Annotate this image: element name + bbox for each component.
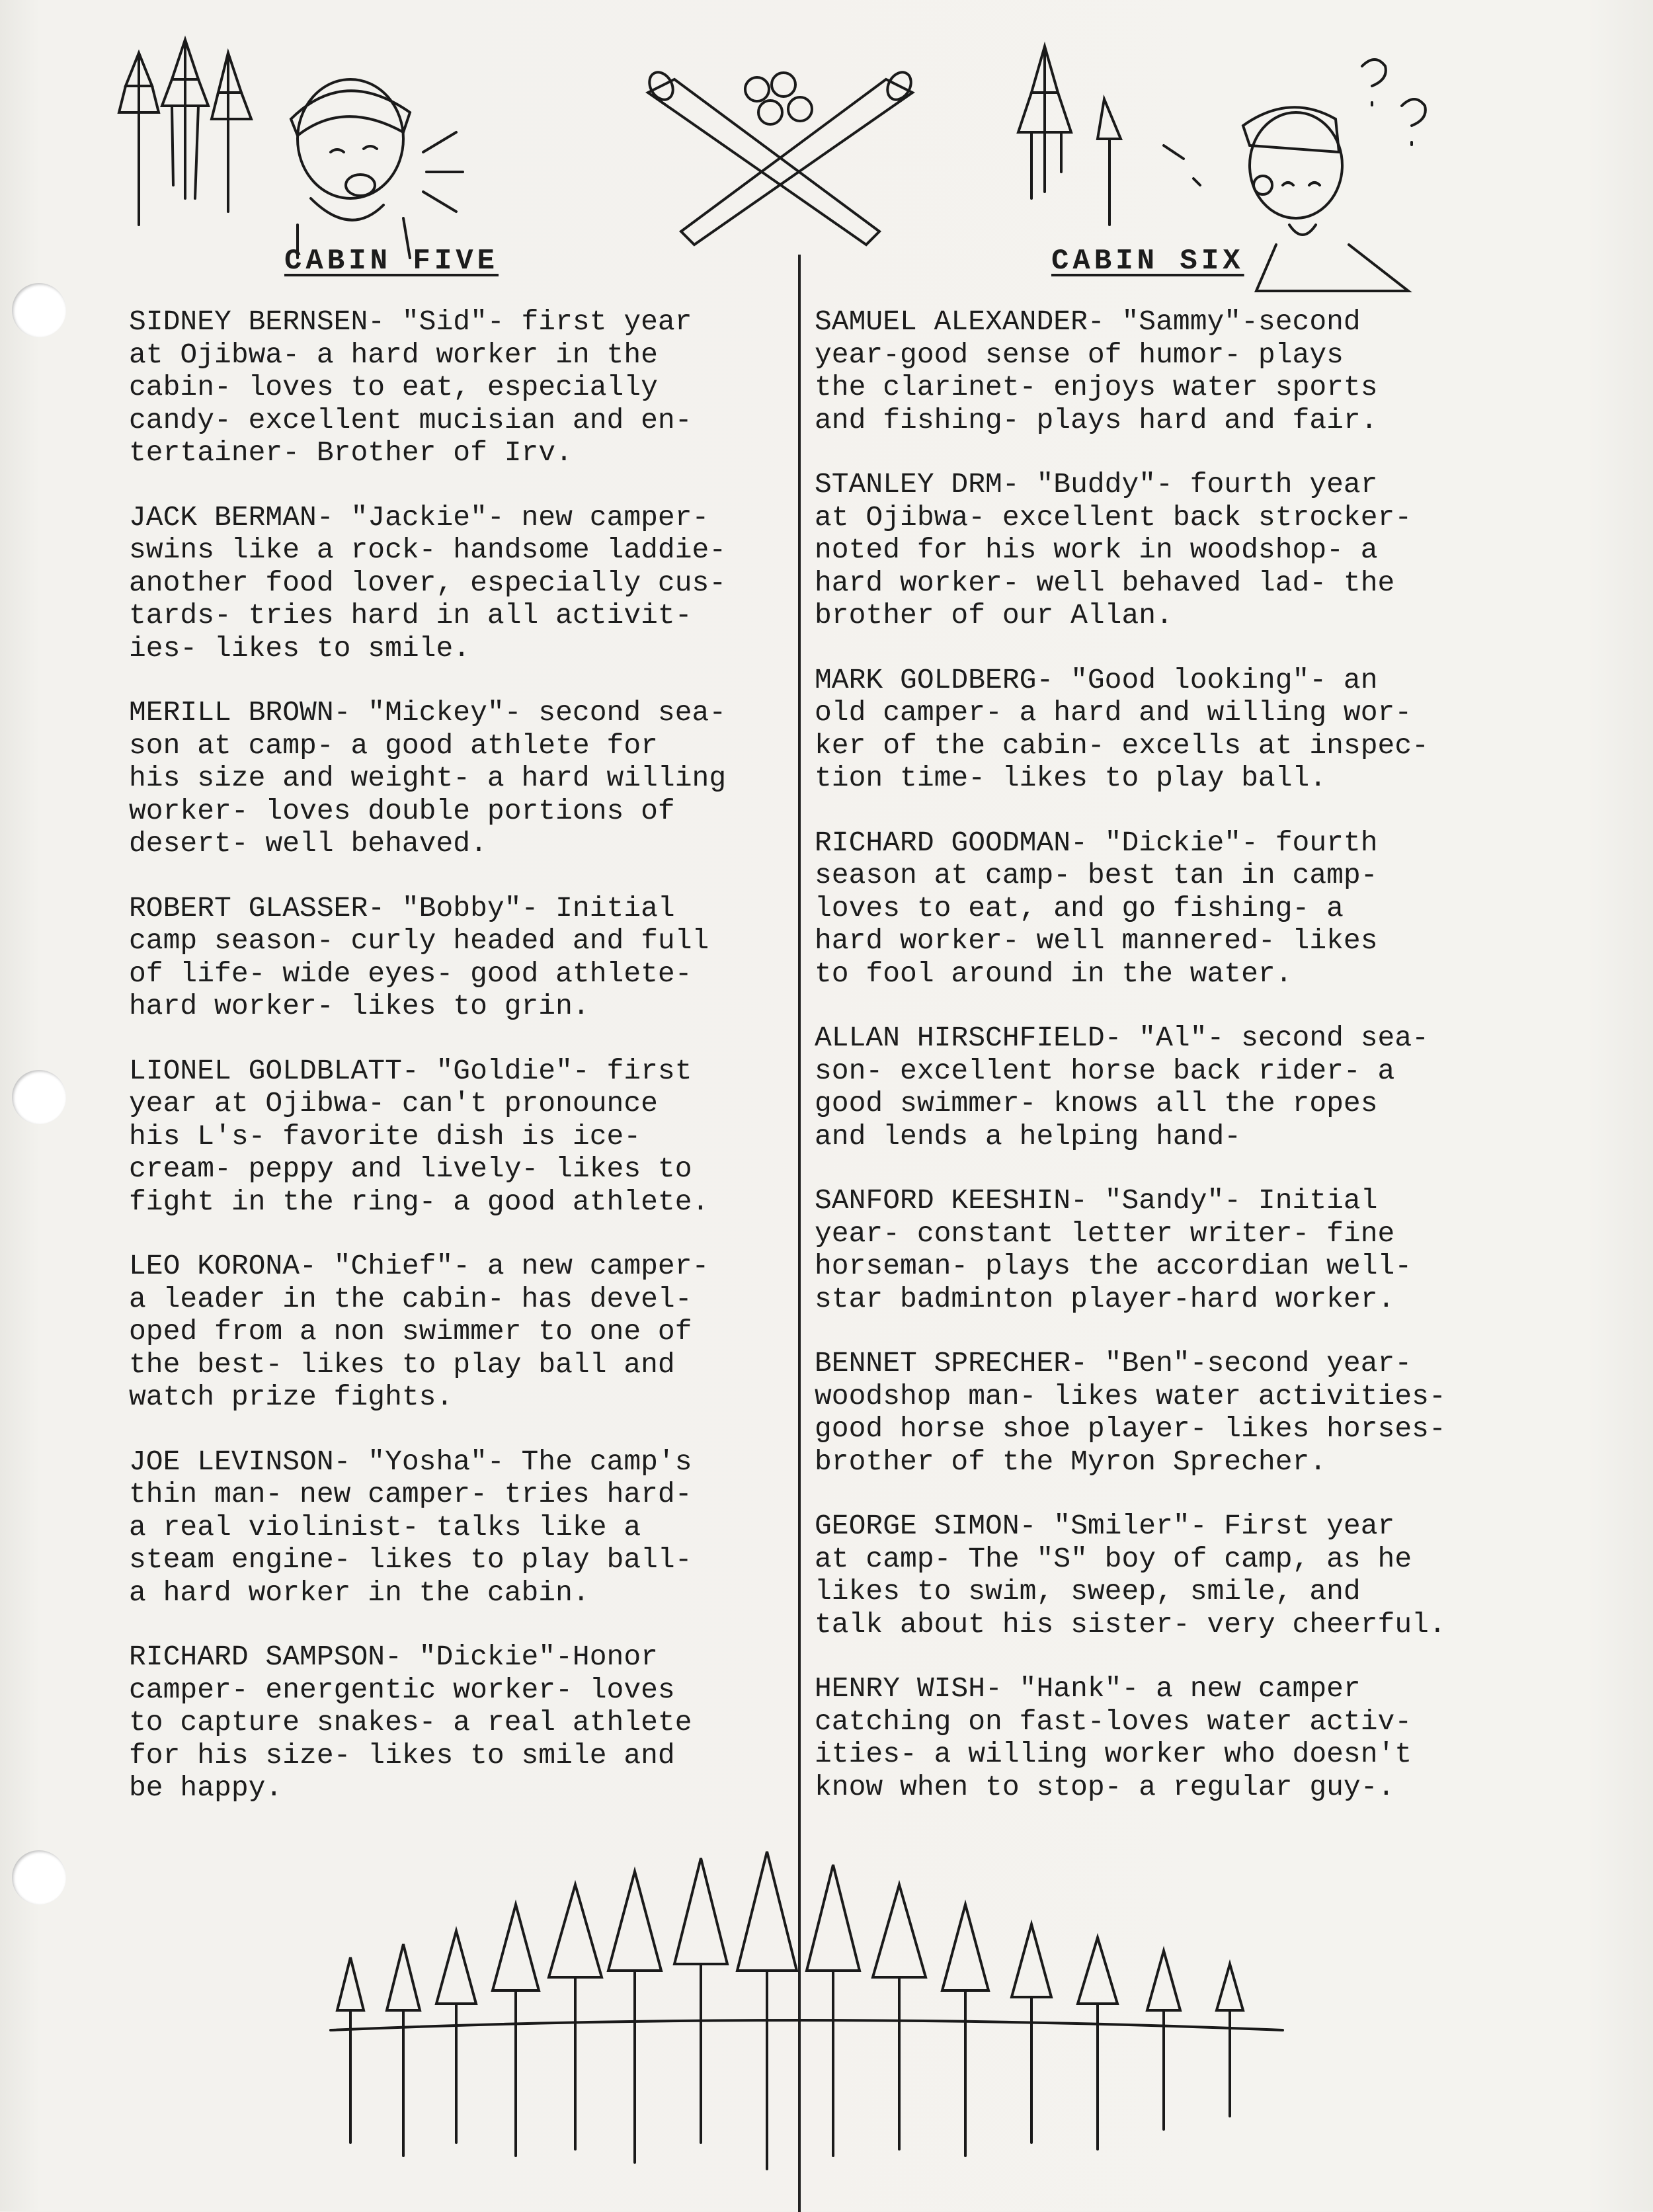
cabin-six-header: CABIN SIX — [1051, 245, 1244, 278]
camper-entry: LEO KORONA- "Chief"- a new camper- a leader in the cabin- has devel- oped from a non swimmer to one of the best- likes to play ball and watch prize fights. — [129, 1250, 709, 1413]
cabin-six-roster — [815, 306, 1509, 1803]
camper-entry: MARK GOLDBERG- "Good looking"- an old camper- a hard and willing wor- ker of the cabin- excells at inspec- tion time- likes to play ball. — [815, 663, 1429, 794]
binder-hole-middle — [12, 1070, 66, 1124]
camper-entry: MERILL BROWN- "Mickey"- second sea- son at camp- a good athlete for his size and weight- a hard willing worker- loves double portions of desert- well behaved. — [129, 696, 727, 860]
cabin-five-header: CABIN FIVE — [284, 245, 499, 278]
camper-entry: ROBERT GLASSER- "Bobby"- Initial camp season- curly headed and full of life- wide eyes- good athlete- hard worker- likes to grin. — [129, 891, 709, 1022]
camper-entry: LIONEL GOLDBLATT- "Goldie"- first year at Ojibwa- can't pronounce his L's- favorite dish is ice- cream- peppy and lively- likes to fight in the ring- a good athlete. — [129, 1054, 709, 1218]
camper-entry: HENRY WISH- "Hank"- a new camper catching on fast-loves water activ- ities- a willing worker who doesn't know when to stop- a regular guy-. — [815, 1672, 1412, 1803]
camper-entry: RICHARD SAMPSON- "Dickie"-Honor camper- energentic worker- loves to capture snakes- a real athlete for his size- likes to smile and be happy. — [129, 1641, 692, 1804]
camper-entry: GEORGE SIMON- "Smiler"- First year at camp- The "S" boy of camp, as he likes to swim, sweep, smile, and talk about his sister- very cheerful. — [815, 1510, 1446, 1641]
camper-entry: JOE LEVINSON- "Yosha"- The camp's thin man- new camper- tries hard- a real violinist- talks like a steam engine- likes to play ball- a hard worker in the cabin. — [129, 1445, 692, 1609]
binder-hole-top — [12, 283, 66, 337]
camper-entry: SANFORD KEESHIN- "Sandy"- Initial year- constant letter writer- fine horseman- plays the accordian well- star badminton player-hard worker. — [815, 1184, 1412, 1315]
camper-entry: SIDNEY BERNSEN- "Sid"- first year at Ojibwa- a hard worker in the cabin- loves to eat, especially candy- excellent mucisian and en- tertainer- Brother of Irv. — [129, 306, 692, 469]
trees-shouting-camper-drawing — [99, 26, 469, 268]
camper-entry: RICHARD GOODMAN- "Dickie"- fourth season at camp- best tan in camp- loves to eat, and go fishing- a hard worker- well mannered- likes to fool around in the water. — [815, 826, 1378, 990]
camper-entry: ALLAN HIRSCHFIELD- "Al"- second sea- son- excellent horse back rider- a good swimmer- knows all the ropes and lends a helping hand- — [815, 1022, 1429, 1153]
camper-entry: JACK BERMAN- "Jackie"- new camper- swins like a rock- handsome laddie- another food lover, especially cus- tards- tries hard in all activit- ies- likes to smile. — [129, 501, 727, 665]
forest-treeline-drawing — [331, 1812, 1296, 2186]
cabin-five-roster — [129, 306, 790, 1805]
binder-hole-bottom — [12, 1850, 66, 1905]
camper-entry: SAMUEL ALEXANDER- "Sammy"-second year-good sense of humor- plays the clarinet- enjoys water sports and fishing- plays hard and fair. — [815, 306, 1378, 436]
camper-entry: BENNET SPRECHER- "Ben"-second year- woodshop man- likes water activities- good horse shoe player- likes horses- brother of the Myron Sprecher. — [815, 1347, 1446, 1478]
crossed-bats-drawing — [635, 66, 926, 255]
camper-entry: STANLEY DRM- "Buddy"- fourth year at Ojibwa- excellent back strocker- noted for his work in woodshop- a hard worker- well behaved lad- the brother of our Allan. — [815, 468, 1412, 632]
